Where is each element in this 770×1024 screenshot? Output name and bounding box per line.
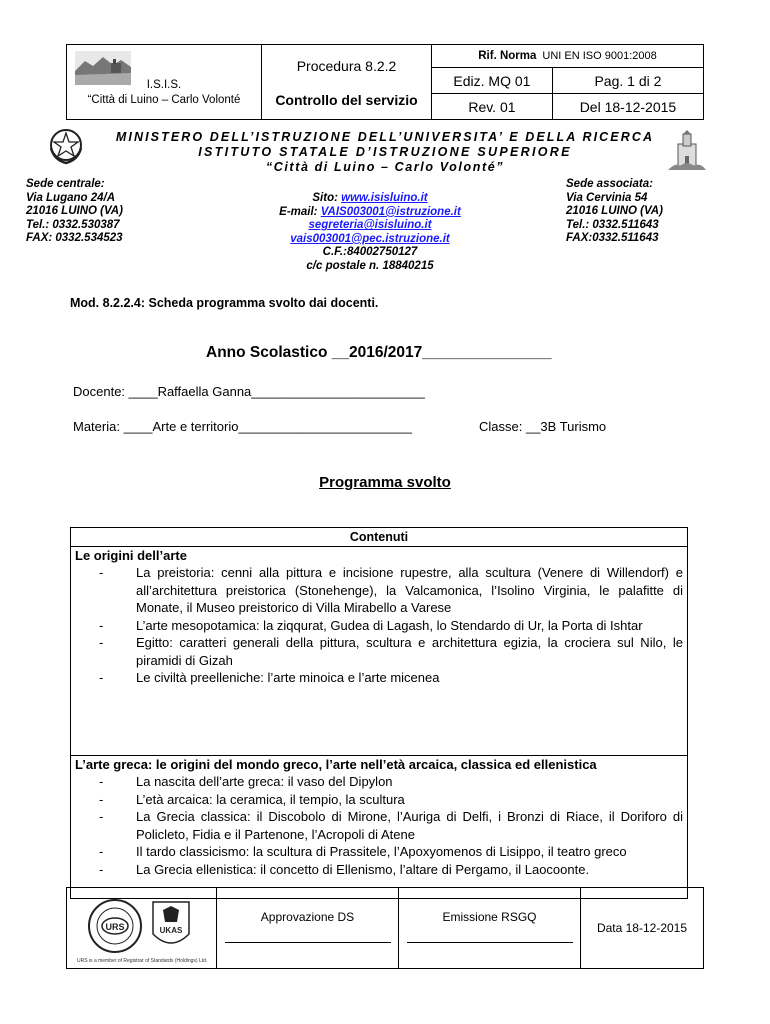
urs-certification-icon xyxy=(87,898,143,954)
approval-label: Approvazione DS xyxy=(260,910,355,924)
list-item: - La nascita dell’arte greca: il vaso del Dipylon xyxy=(99,774,393,789)
page-cell: Pag. 1 di 2 xyxy=(552,68,703,94)
ministry-line-1: MINISTERO DELL’ISTRUZIONE DELL’UNIVERSITA’ E DELLA RICERCA xyxy=(115,130,655,144)
issue-label: Emissione RSGQ xyxy=(442,910,537,924)
website-link[interactable]: www.isisluino.it xyxy=(341,192,428,204)
sede-centrale-block xyxy=(26,178,123,246)
postal-account: c/c postale n. 18840215 xyxy=(306,259,434,272)
ministry-heading xyxy=(60,130,710,175)
segreteria-link[interactable]: segreteria@isisluino.it xyxy=(308,219,432,232)
section-title: Le origini dell’arte xyxy=(75,548,187,563)
revision-cell: Rev. 01 xyxy=(432,94,553,120)
revision-date-cell: Del 18-12-2015 xyxy=(552,94,703,120)
document-footer-table xyxy=(66,887,704,969)
website-label: Sito: xyxy=(312,192,338,204)
module-title: Mod. 8.2.2.4: Scheda programma svolto dai docenti. xyxy=(70,296,379,310)
dash-marker: - xyxy=(99,809,104,824)
school-year: Anno Scolastico __2016/2017_______________ xyxy=(206,344,552,361)
subject-field: Materia: ____Arte e territorio________________________ xyxy=(73,419,412,434)
document-header-table xyxy=(66,44,704,120)
sede-centrale-tel: Tel.: 0332.530387 xyxy=(26,218,120,231)
issue-signature-line xyxy=(407,942,573,943)
program-heading: Programma svolto xyxy=(319,474,451,491)
sede-centrale-city: 21016 LUINO (VA) xyxy=(26,205,123,218)
list-item: - Il tardo classicismo: la scultura di Prassitele, l’Apoxyomenos di Lisippo, il teatro greco xyxy=(99,844,627,859)
sede-associata-label: Sede associata: xyxy=(566,178,653,190)
edition-cell: Ediz. MQ 01 xyxy=(432,68,553,94)
section-greek-art xyxy=(71,755,687,898)
section-title: L’arte greca: le origini del mondo greco, l’arte nell’età arcaica, classica ed ellenistica xyxy=(75,757,597,772)
procedure-title: Controllo del servizio xyxy=(275,92,418,108)
approval-signature-line xyxy=(225,942,391,943)
footer-date-cell: Data 18-12-2015 xyxy=(581,888,704,969)
sede-associata-block xyxy=(566,178,663,246)
contents-table-header: Contenuti xyxy=(71,528,687,547)
contacts-block xyxy=(200,192,540,274)
dash-marker: - xyxy=(99,670,104,685)
list-item: - Le civiltà preelleniche: l’arte minoica e l’arte micenea xyxy=(99,670,440,685)
list-item: - Egitto: caratteri generali della pittura, scultura e architettura egizia, la crociera sul Nilo, le piramidi di Gizah xyxy=(99,635,683,668)
dash-marker: - xyxy=(99,844,104,859)
dash-marker: - xyxy=(99,617,104,633)
lake-landscape-image xyxy=(75,51,131,85)
ministry-line-3: “Città di Luino – Carlo Volonté” xyxy=(265,160,505,174)
list-item: - L’età arcaica: la ceramica, il tempio, la scultura xyxy=(99,791,405,807)
rif-norma-value: UNI EN ISO 9001:2008 xyxy=(542,50,657,62)
ukas-logo-text: UKAS xyxy=(159,926,183,935)
teacher-field: Docente: ____Raffaella Ganna________________________ xyxy=(73,384,425,399)
class-field: Classe: __3B Turismo xyxy=(479,419,607,434)
pec-link[interactable]: vais003001@pec.istruzione.it xyxy=(290,232,450,245)
procedure-cell xyxy=(262,45,432,120)
ukas-certification-icon xyxy=(149,900,193,954)
email-link[interactable]: VAIS003001@istruzione.it xyxy=(320,205,461,218)
section-origins xyxy=(71,547,687,755)
sede-associata-street: Via Cervinia 54 xyxy=(566,191,648,204)
contents-table xyxy=(70,527,688,899)
dash-marker: - xyxy=(99,635,104,650)
rif-norma-label: Rif. Norma xyxy=(478,50,537,62)
rif-norma-cell xyxy=(432,45,704,68)
sede-centrale-fax: FAX: 0332.534523 xyxy=(26,232,123,245)
school-short-name: I.S.I.S. xyxy=(146,78,182,91)
ministry-line-2: ISTITUTO STATALE D’ISTRUZIONE SUPERIORE xyxy=(198,145,572,159)
list-item: - La Grecia ellenistica: il concetto di Ellenismo, l’altare di Pergamo, il Laocoonte. xyxy=(99,861,590,877)
dash-marker: - xyxy=(99,565,104,580)
sede-centrale-street: Via Lugano 24/A xyxy=(26,191,116,204)
certification-logos-cell xyxy=(67,888,217,969)
urs-membership-note: URS is a member of Registrar of Standards (Holdings) Ltd. xyxy=(77,958,208,964)
list-item: - La Grecia classica: il Discobolo di Mirone, l’Auriga di Delfi, i Bronzi di Riace, il Doriforo di Policleto, Fidia e il Partenone, l’Acropoli di Atene xyxy=(99,809,683,842)
urs-logo-text: URS xyxy=(105,922,125,932)
sede-centrale-label: Sede centrale: xyxy=(26,178,105,190)
sede-associata-city: 21016 LUINO (VA) xyxy=(566,205,663,218)
dash-marker: - xyxy=(99,791,104,807)
fiscal-code: C.F.:84002750127 xyxy=(322,246,418,259)
list-item: - L’arte mesopotamica: la ziqqurat, Gudea di Lagash, lo Stendardo di Ur, la Porta di Ishtar xyxy=(99,617,643,633)
sede-associata-tel: Tel.: 0332.511643 xyxy=(566,218,659,231)
issue-cell xyxy=(399,888,581,969)
school-logo-cell xyxy=(67,45,262,120)
list-item: - La preistoria: cenni alla pittura e incisione rupestre, alla scultura (Venere di Willendorf) e all’architettura preistorica (Stonehenge), la Valcamonica, l’Isolino Virginia, le palafitte di Monate, il Museo preistorico di Villa Mirabello a Varese xyxy=(99,565,683,615)
school-full-name: “Città di Luino – Carlo Volonté xyxy=(87,93,241,106)
approval-cell xyxy=(217,888,399,969)
procedure-number: Procedura 8.2.2 xyxy=(296,58,397,74)
section-item-list xyxy=(75,773,683,878)
dash-marker: - xyxy=(99,774,104,789)
sede-associata-fax: FAX:0332.511643 xyxy=(566,232,659,245)
section-item-list xyxy=(75,564,683,687)
email-label: E-mail: xyxy=(279,205,318,218)
dash-marker: - xyxy=(99,861,104,877)
